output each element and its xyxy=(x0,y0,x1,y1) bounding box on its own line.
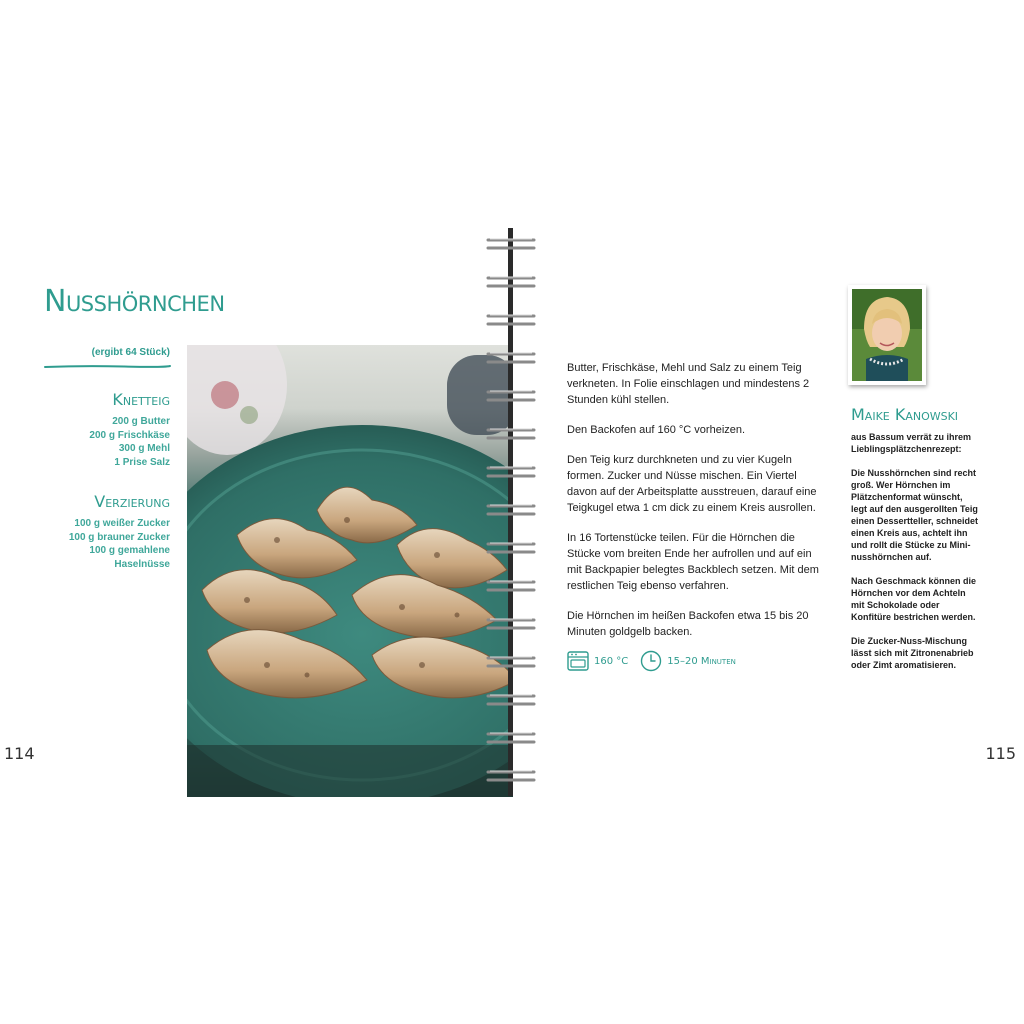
instruction-step: In 16 Tortenstücke teilen. Für die Hörnchen die Stücke vom breiten Ende her aufrollen und auf ein mit Backpapier belegtes Backblech setzen. Mit dem restlichen Teig ebenso verfahren. xyxy=(567,532,819,592)
author-paragraph: Nach Geschmack können die Hörnchen vor dem Achteln mit Schokolade oder Konfitüre bestrichen werden. xyxy=(851,576,977,622)
ingredient-list xyxy=(40,415,170,469)
ingredient-item: 100 g brauner Zucker xyxy=(68,531,170,543)
temperature-info xyxy=(567,651,628,671)
clock-icon xyxy=(640,650,662,672)
ingredient-item: 100 g gemahlene Haselnüsse xyxy=(89,545,170,570)
ingredient-section-verzierung xyxy=(40,492,170,571)
time-info xyxy=(640,650,736,672)
ingredient-item: 300 g Mehl xyxy=(118,443,170,454)
oven-icon xyxy=(567,651,589,671)
author-photo xyxy=(852,289,922,381)
author-paragraph: Die Zucker-Nuss-Mischung lässt sich mit Zitronenabrieb oder Zimt aromatisieren. xyxy=(851,636,974,670)
ingredient-section-knetteig xyxy=(40,390,170,469)
instruction-step: Butter, Frischkäse, Mehl und Salz zu einem Teig verkneten. In Folie einschlagen und mindestens 2 Stunden kühl stellen. xyxy=(567,362,810,406)
page-number-left: 114 xyxy=(4,744,35,763)
ingredient-list xyxy=(40,517,170,571)
instruction-step: Den Backofen auf 160 °C vorheizen. xyxy=(567,424,746,436)
author-name: Maike Kanowski xyxy=(851,405,959,424)
author-paragraph: Die Nusshörnchen sind recht groß. Wer Hörnchen im Plätzchenformat wünscht, legt auf den ausgerollten Teig einen Dessertteller, schneidet einen Kreis aus, achtelt ihn und rollt die Stücke zu Mini-nusshörnchen auf. xyxy=(851,468,979,562)
ingredient-item: 1 Prise Salz xyxy=(114,456,170,468)
page-number-right: 115 xyxy=(985,744,1016,763)
recipe-meta xyxy=(567,649,748,673)
instruction-step: Die Hörnchen im heißen Backofen etwa 15 bis 20 Minuten goldgelb backen. xyxy=(567,610,809,638)
yield-divider xyxy=(44,364,171,369)
recipe-title: Nusshörnchen xyxy=(44,284,225,319)
instruction-step: Den Teig kurz durchkneten und zu vier Kugeln formen. Zucker und Nüsse mischen. Ein Viertel davon auf der Arbeitsplatte ausstreuen, darauf eine Teigkugel etwa 1 cm dick zu einem Kreis ausrollen. xyxy=(567,454,817,514)
recipe-yield: (ergibt 64 Stück) xyxy=(91,347,170,358)
ingredient-item: 200 g Butter xyxy=(112,416,170,427)
ingredient-item: 200 g Frischkäse xyxy=(89,429,170,441)
section-heading: Verzierung xyxy=(94,492,170,511)
time-label: 15–20 Minuten xyxy=(667,655,736,667)
ingredient-item: 100 g weißer Zucker xyxy=(74,518,170,529)
section-heading: Knetteig xyxy=(112,390,170,409)
croissant-plate-illustration xyxy=(187,345,513,797)
temperature-label: 160 °C xyxy=(594,655,629,667)
instructions xyxy=(567,360,829,654)
author-paragraph: aus Bassum verrät zu ihrem Lieblingsplätzchenrezept: xyxy=(851,432,972,454)
author-notes xyxy=(851,431,979,683)
author-portrait xyxy=(848,285,926,385)
recipe-photo xyxy=(187,345,513,797)
spiral-binding xyxy=(486,228,536,796)
